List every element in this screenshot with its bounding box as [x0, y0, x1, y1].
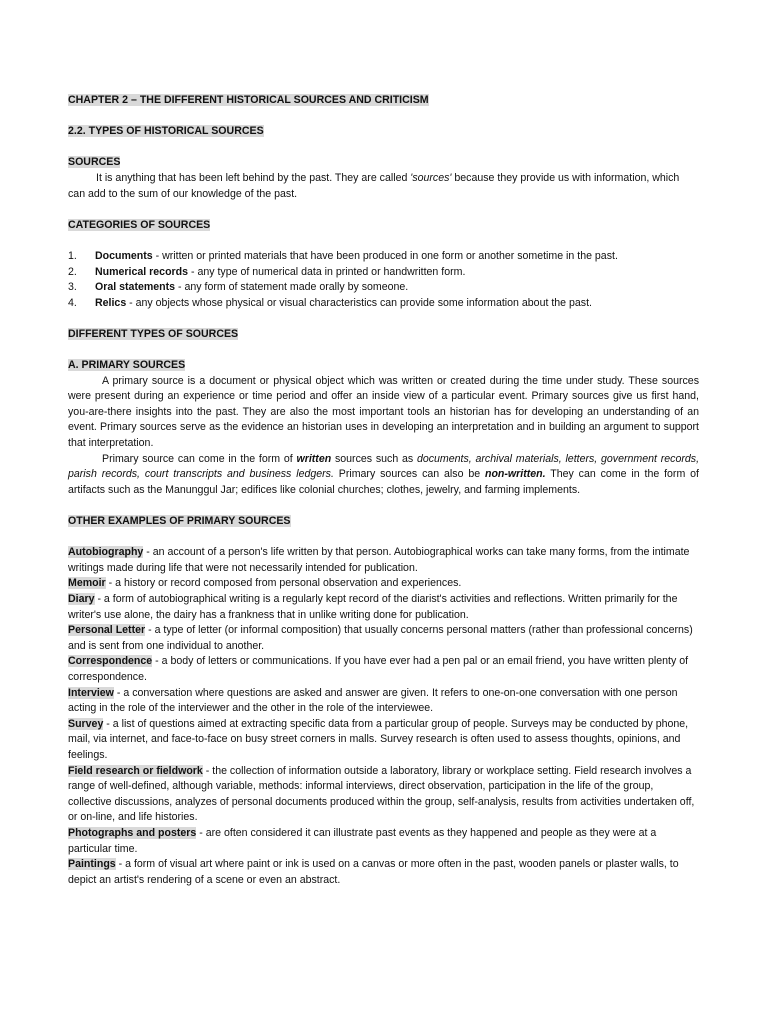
list-item: 3. Oral statements - any form of statement made orally by someone.: [68, 281, 409, 294]
example-memoir: Memoir - a history or record composed from personal observation and experiences.: [68, 577, 462, 590]
sources-paragraph: It is anything that has been left behind by the past. They are called 'sources' because they provide us with information, which can add to the sum of our knowledge of the past.: [68, 171, 680, 200]
document-body: [68, 93, 699, 888]
example-field-research: Field research or fieldwork - the collection of information outside a laboratory, library or workplace setting. Field research involves a range of well-defined, although variable, methods: informal interviews, direct observation, participation in the life of the group, collective discussions, analyzes of personal documents produced within the group, self-analysis, results from activities undertaken off, or on-line, and life histories.: [68, 764, 695, 824]
example-autobiography: Autobiography - an account of a person's life written by that person. Autobiographical works can take many forms, from the intimate writings made during life that were not necessarily intended for publication.: [68, 546, 690, 574]
list-item: 2. Numerical records - any type of numerical data in printed or handwritten form.: [68, 265, 466, 278]
sources-heading: SOURCES: [68, 156, 121, 169]
example-correspondence: Correspondence - a body of letters or communications. If you have ever had a pen pal or an email friend, you have written plenty of correspondence.: [68, 655, 689, 683]
primary-paragraph-1: A primary source is a document or physical object which was written or created during the time under study. These sources were present during an experience or time period and offer an inside view of a particular event. Primary sources give us first hand, you-are-there insights into the past. They are also the most important tools an historian has for developing an understanding of an event. Primary sources serve as the evidence an historian uses in developing an interpretation and in building an argument to support that interpretation.: [68, 374, 699, 450]
different-types-heading: DIFFERENT TYPES OF SOURCES: [68, 327, 239, 340]
list-item: 1. Documents - written or printed materials that have been produced in one form or another sometime in the past.: [68, 249, 618, 262]
list-item: 4. Relics - any objects whose physical or visual characteristics can provide some information about the past.: [68, 296, 592, 309]
primary-paragraph-2: Primary source can come in the form of written sources such as documents, archival materials, letters, government records, parish records, court transcripts and business ledgers. Primary sources can also be non-written. They can come in the form of artifacts such as the Manunggul Jar; edifices like colonial churches; clothes, jewelry, and farming implements.: [68, 452, 700, 496]
section-title: 2.2. TYPES OF HISTORICAL SOURCES: [68, 125, 264, 138]
example-survey: Survey - a list of questions aimed at extracting specific data from a particular group of people. Surveys may be conducted by phone, mail, via internet, and face-to-face on busy street corners in malls. Survey research is often used to assess thoughts, opinions, and feelings.: [68, 717, 689, 761]
example-paintings: Paintings - a form of visual art where paint or ink is used on a canvas or more often in the past, wooden panels or plaster walls, to depict an artist's rendering of a scene or even an abstract.: [68, 858, 679, 886]
primary-sources-heading: A. PRIMARY SOURCES: [68, 359, 186, 372]
example-diary: Diary - a form of autobiographical writing is a regularly kept record of the diarist's activities and reflections. Written primarily for the writer's use alone, the dairy has a frankness that in unlike writing done for publication.: [68, 593, 678, 621]
other-examples-heading: OTHER EXAMPLES OF PRIMARY SOURCES: [68, 515, 291, 528]
example-interview: Interview - a conversation where questions are asked and answer are given. It refers to one-on-one conversation with one person acting in the role of the interviewer and the other in the role of the interviewee.: [68, 686, 678, 715]
examples-list: [68, 545, 699, 888]
categories-heading: CATEGORIES OF SOURCES: [68, 218, 211, 231]
example-personal-letter: Personal Letter - a type of letter (or informal composition) that usually concerns personal matters (rather than professional concerns) and is sent from one individual to another.: [68, 624, 693, 652]
chapter-title: CHAPTER 2 – THE DIFFERENT HISTORICAL SOURCES AND CRITICISM: [68, 94, 429, 106]
categories-list: [68, 249, 699, 311]
example-photographs-posters: Photographs and posters - are often considered it can illustrate past events as they happened and people as they were at a particular time.: [68, 826, 657, 855]
